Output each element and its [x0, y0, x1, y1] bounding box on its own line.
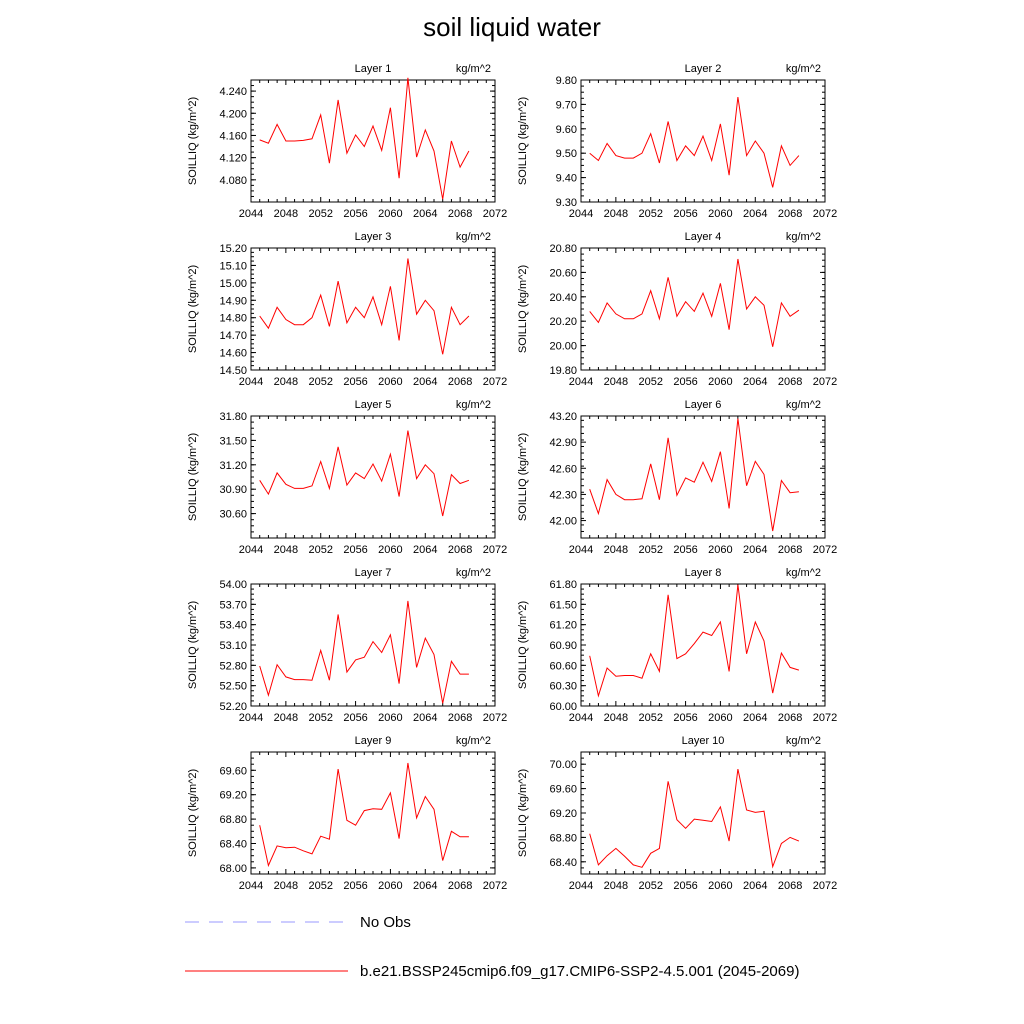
x-tick-label: 2060 — [378, 208, 403, 220]
y-tick-label: 68.40 — [219, 838, 247, 851]
y-tick-label: 52.50 — [219, 680, 247, 693]
y-tick-label: 14.70 — [219, 330, 247, 343]
y-tick-label: 61.50 — [549, 599, 577, 612]
x-tick-label: 2044 — [238, 208, 264, 220]
panel-title: Layer 8 — [684, 567, 722, 579]
y-tick-label: 68.00 — [219, 862, 247, 875]
x-tick-label: 2044 — [238, 880, 264, 892]
x-tick-label: 2072 — [482, 544, 508, 556]
y-tick-label: 14.50 — [219, 365, 247, 377]
y-tick-label: 9.30 — [555, 197, 577, 209]
y-tick-label: 15.00 — [219, 277, 247, 290]
x-tick-label: 2056 — [343, 544, 368, 556]
x-tick-label: 2060 — [378, 880, 403, 892]
panel-3 — [187, 231, 507, 388]
x-tick-label: 2048 — [273, 544, 299, 556]
y-tick-label: 4.080 — [219, 174, 247, 187]
panel-title: Layer 10 — [681, 735, 725, 747]
x-tick-label: 2064 — [413, 544, 438, 556]
y-tick-label: 54.00 — [219, 579, 247, 591]
x-tick-label: 2044 — [568, 208, 594, 220]
y-tick-label: 43.20 — [549, 411, 577, 423]
y-axis-label: SOILLIQ (kg/m^2) — [187, 600, 199, 690]
x-tick-label: 2068 — [447, 208, 473, 220]
x-tick-label: 2044 — [568, 880, 594, 892]
x-tick-label: 2048 — [603, 712, 629, 724]
x-tick-label: 2068 — [777, 880, 803, 892]
y-tick-label: 15.10 — [219, 260, 247, 273]
x-tick-label: 2048 — [603, 544, 629, 556]
y-tick-label: 52.20 — [219, 701, 247, 713]
y-tick-label: 70.00 — [549, 759, 577, 772]
x-tick-label: 2056 — [343, 208, 368, 220]
x-tick-label: 2072 — [482, 712, 508, 724]
legend-label-1: No Obs — [360, 914, 411, 931]
x-tick-label: 2052 — [638, 880, 663, 892]
panel-title: Layer 1 — [354, 63, 392, 75]
x-tick-label: 2064 — [743, 544, 768, 556]
x-tick-label: 2044 — [238, 544, 264, 556]
y-tick-label: 31.80 — [219, 411, 247, 423]
x-tick-label: 2068 — [447, 544, 473, 556]
y-tick-label: 53.10 — [219, 640, 247, 652]
x-tick-label: 2068 — [777, 376, 803, 388]
x-tick-label: 2064 — [743, 376, 768, 388]
x-tick-label: 2068 — [777, 208, 803, 220]
panel-frame — [581, 416, 825, 538]
x-tick-label: 2048 — [273, 880, 299, 892]
x-tick-label: 2072 — [812, 880, 838, 892]
y-tick-label: 9.70 — [555, 99, 577, 112]
series-line — [260, 78, 469, 199]
y-tick-label: 20.80 — [549, 243, 577, 255]
legend-label-2: b.e21.BSSP245cmip6.f09_g17.CMIP6-SSP2-4.5.001 (2045-2069) — [360, 963, 800, 980]
x-tick-label: 2068 — [777, 712, 803, 724]
panel-units: kg/m^2 — [455, 735, 491, 747]
y-tick-label: 15.20 — [219, 243, 247, 255]
x-tick-label: 2064 — [413, 376, 438, 388]
panel-frame — [251, 584, 495, 706]
panel-units: kg/m^2 — [785, 399, 821, 411]
panel-6 — [517, 399, 837, 556]
x-tick-label: 2056 — [343, 880, 368, 892]
x-tick-label: 2052 — [308, 880, 333, 892]
x-tick-label: 2064 — [413, 712, 438, 724]
x-tick-label: 2060 — [708, 712, 733, 724]
y-tick-label: 14.60 — [219, 347, 247, 360]
panel-title: Layer 2 — [684, 63, 722, 75]
y-tick-label: 69.60 — [219, 765, 247, 778]
y-axis-label: SOILLIQ (kg/m^2) — [517, 264, 529, 354]
x-tick-label: 2064 — [743, 880, 768, 892]
y-tick-label: 20.60 — [549, 267, 577, 280]
x-tick-label: 2048 — [273, 376, 299, 388]
y-tick-label: 69.20 — [219, 789, 247, 802]
series-line — [260, 431, 469, 516]
x-tick-label: 2060 — [708, 376, 733, 388]
panel-8 — [517, 567, 837, 724]
x-tick-label: 2060 — [708, 208, 733, 220]
x-tick-label: 2048 — [603, 208, 629, 220]
y-tick-label: 9.60 — [555, 123, 577, 136]
x-tick-label: 2060 — [378, 712, 403, 724]
y-tick-label: 20.20 — [549, 316, 577, 329]
x-tick-label: 2072 — [812, 208, 838, 220]
y-tick-label: 14.90 — [219, 295, 247, 308]
y-tick-label: 60.60 — [549, 660, 577, 673]
x-tick-label: 2052 — [308, 544, 333, 556]
y-tick-label: 9.40 — [555, 172, 577, 185]
panel-9 — [187, 735, 507, 892]
series-line — [590, 97, 799, 187]
y-tick-label: 31.50 — [219, 435, 247, 448]
x-tick-label: 2060 — [708, 880, 733, 892]
x-tick-label: 2072 — [482, 208, 508, 220]
y-axis-label: SOILLIQ (kg/m^2) — [187, 432, 199, 522]
panel-frame — [581, 752, 825, 874]
y-tick-label: 20.00 — [549, 340, 577, 353]
y-tick-label: 53.70 — [219, 599, 247, 612]
series-line — [260, 601, 469, 703]
panel-title: Layer 4 — [684, 231, 722, 243]
series-line — [590, 769, 799, 867]
y-tick-label: 14.80 — [219, 312, 247, 325]
panel-frame — [251, 248, 495, 370]
x-tick-label: 2052 — [638, 544, 663, 556]
x-tick-label: 2044 — [238, 712, 264, 724]
x-tick-label: 2044 — [568, 712, 594, 724]
y-tick-label: 9.80 — [555, 75, 577, 87]
y-tick-label: 4.200 — [219, 108, 247, 121]
panel-units: kg/m^2 — [785, 63, 821, 75]
x-tick-label: 2056 — [343, 376, 368, 388]
x-tick-label: 2072 — [812, 376, 838, 388]
x-tick-label: 2072 — [812, 544, 838, 556]
y-tick-label: 4.240 — [219, 86, 247, 99]
y-tick-label: 42.90 — [549, 437, 577, 450]
panel-frame — [581, 248, 825, 370]
panel-title: Layer 3 — [354, 231, 392, 243]
panel-units: kg/m^2 — [455, 63, 491, 75]
x-tick-label: 2056 — [673, 880, 698, 892]
panel-title: Layer 6 — [684, 399, 722, 411]
panel-title: Layer 5 — [354, 399, 392, 411]
panel-frame — [251, 416, 495, 538]
x-tick-label: 2052 — [638, 208, 663, 220]
x-tick-label: 2060 — [378, 544, 403, 556]
x-tick-label: 2044 — [568, 544, 594, 556]
panel-frame — [251, 752, 495, 874]
y-tick-label: 69.20 — [549, 808, 577, 820]
x-tick-label: 2064 — [743, 712, 768, 724]
x-tick-label: 2048 — [603, 880, 629, 892]
x-tick-label: 2044 — [568, 376, 594, 388]
y-tick-label: 30.90 — [219, 484, 247, 497]
panel-4 — [517, 231, 837, 388]
panel-1 — [187, 63, 507, 220]
y-axis-label: SOILLIQ (kg/m^2) — [187, 264, 199, 354]
panel-units: kg/m^2 — [455, 567, 491, 579]
y-tick-label: 4.120 — [219, 152, 247, 165]
panel-title: Layer 7 — [354, 567, 392, 579]
y-tick-label: 31.20 — [219, 459, 247, 472]
y-tick-label: 20.40 — [549, 291, 577, 304]
y-tick-label: 60.30 — [549, 680, 577, 693]
x-tick-label: 2044 — [238, 376, 264, 388]
x-tick-label: 2048 — [273, 208, 299, 220]
y-tick-label: 60.90 — [549, 640, 577, 652]
chart-title: soil liquid water — [423, 12, 601, 42]
panel-units: kg/m^2 — [785, 231, 821, 243]
x-tick-label: 2068 — [777, 544, 803, 556]
x-tick-label: 2064 — [413, 208, 438, 220]
y-axis-label: SOILLIQ (kg/m^2) — [517, 432, 529, 522]
x-tick-label: 2048 — [603, 376, 629, 388]
x-tick-label: 2052 — [308, 376, 333, 388]
x-tick-label: 2060 — [708, 544, 733, 556]
y-tick-label: 69.60 — [549, 783, 577, 796]
y-axis-label: SOILLIQ (kg/m^2) — [187, 768, 199, 858]
y-tick-label: 42.00 — [549, 515, 577, 528]
x-tick-label: 2064 — [743, 208, 768, 220]
y-tick-label: 52.80 — [219, 660, 247, 673]
series-line — [590, 419, 799, 531]
x-tick-label: 2048 — [273, 712, 299, 724]
y-axis-label: SOILLIQ (kg/m^2) — [517, 768, 529, 858]
y-tick-label: 61.80 — [549, 579, 577, 591]
y-tick-label: 61.20 — [549, 619, 577, 632]
y-axis-label: SOILLIQ (kg/m^2) — [517, 600, 529, 690]
y-tick-label: 9.50 — [555, 148, 577, 161]
x-tick-label: 2068 — [447, 376, 473, 388]
y-tick-label: 68.40 — [549, 856, 577, 869]
panel-units: kg/m^2 — [785, 567, 821, 579]
x-tick-label: 2056 — [673, 544, 698, 556]
x-tick-label: 2064 — [413, 880, 438, 892]
y-tick-label: 42.30 — [549, 489, 577, 502]
x-tick-label: 2056 — [673, 712, 698, 724]
series-line — [260, 763, 469, 866]
panel-5 — [187, 399, 507, 556]
panel-frame — [581, 584, 825, 706]
x-tick-label: 2056 — [673, 376, 698, 388]
panel-10 — [517, 735, 837, 892]
panel-units: kg/m^2 — [455, 231, 491, 243]
y-tick-label: 42.60 — [549, 463, 577, 476]
y-tick-label: 4.160 — [219, 130, 247, 143]
y-tick-label: 68.80 — [549, 832, 577, 845]
x-tick-label: 2052 — [638, 376, 663, 388]
y-tick-label: 53.40 — [219, 619, 247, 632]
panel-units: kg/m^2 — [455, 399, 491, 411]
x-tick-label: 2052 — [308, 208, 333, 220]
x-tick-label: 2072 — [482, 376, 508, 388]
x-tick-label: 2052 — [638, 712, 663, 724]
x-tick-label: 2052 — [308, 712, 333, 724]
y-tick-label: 30.60 — [219, 508, 247, 521]
y-axis-label: SOILLIQ (kg/m^2) — [187, 96, 199, 186]
y-tick-label: 68.80 — [219, 814, 247, 827]
series-line — [590, 259, 799, 347]
y-tick-label: 19.80 — [549, 365, 577, 377]
x-tick-label: 2068 — [447, 712, 473, 724]
x-tick-label: 2068 — [447, 880, 473, 892]
panel-frame — [581, 80, 825, 202]
y-axis-label: SOILLIQ (kg/m^2) — [517, 96, 529, 186]
panel-units: kg/m^2 — [785, 735, 821, 747]
x-tick-label: 2056 — [343, 712, 368, 724]
x-tick-label: 2072 — [482, 880, 508, 892]
panel-title: Layer 9 — [354, 735, 392, 747]
panel-2 — [517, 63, 837, 220]
series-line — [260, 259, 469, 355]
x-tick-label: 2072 — [812, 712, 838, 724]
panel-7 — [187, 567, 507, 724]
x-tick-label: 2060 — [378, 376, 403, 388]
y-tick-label: 60.00 — [549, 701, 577, 713]
x-tick-label: 2056 — [673, 208, 698, 220]
series-line — [590, 585, 799, 696]
